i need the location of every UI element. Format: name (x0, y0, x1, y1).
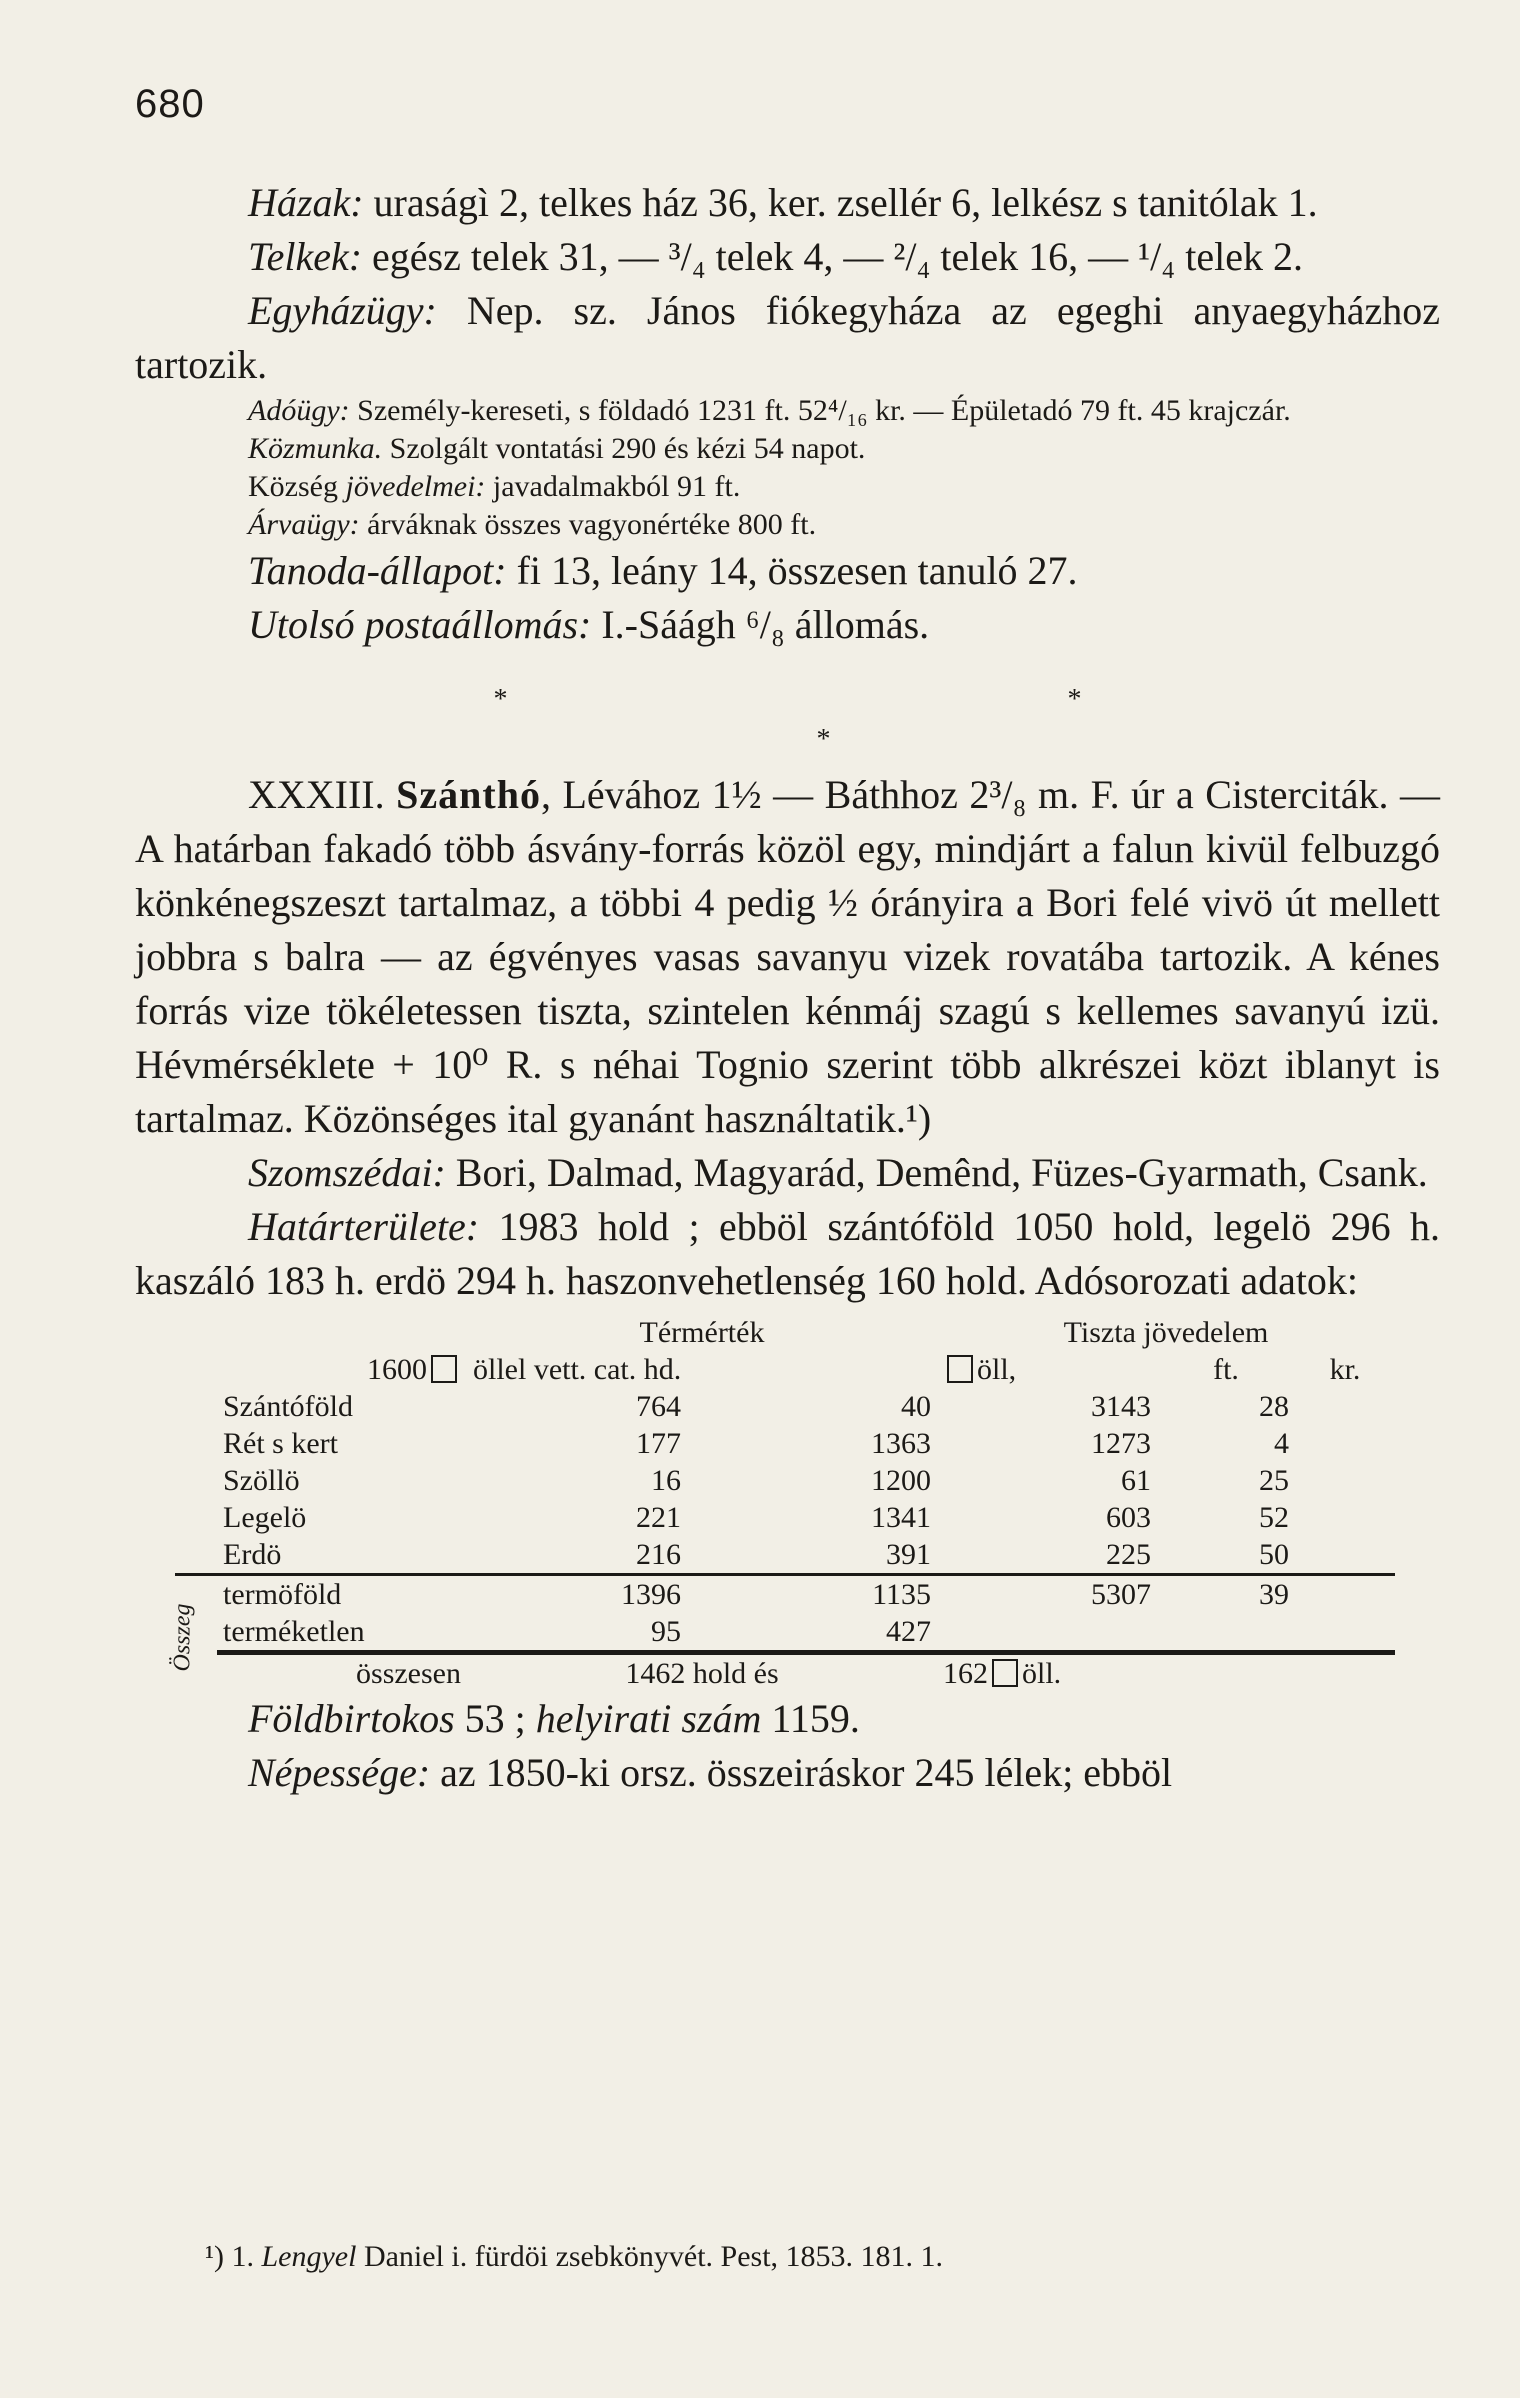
subtotal-row (175, 1613, 1395, 1653)
hatar-label: Határterülete: (248, 1204, 480, 1249)
square-symbol (947, 1355, 973, 1383)
row-kr: 4 (1274, 1427, 1289, 1460)
subtotal-row (175, 1575, 1395, 1614)
nepesseg-line (135, 1746, 1440, 1800)
posta-label: Utolsó postaállomás: (248, 602, 592, 647)
header-1600: 1600 (367, 1353, 427, 1386)
kozseg-text: javadalmakból 91 ft. (485, 470, 741, 503)
footnote-text-a: 1. (223, 2240, 262, 2273)
szomszed-text: Bori, Dalmad, Magyarád, Demênd, Füzes-Gyarmath, Csank. (445, 1150, 1428, 1195)
szomszed-line (135, 1146, 1440, 1200)
sub-oll: 427 (687, 1613, 937, 1653)
tanoda-label: Tanoda-állapot: (248, 548, 507, 593)
row-name: Legelö (223, 1501, 307, 1534)
telkek-text: egész telek 31, — ³/₄ telek 4, — ²/₄ telek 16, — ¹/₄ telek 2. (362, 234, 1303, 279)
row-name: Erdö (223, 1538, 282, 1571)
page-body (135, 176, 1440, 1800)
table-row (175, 1425, 1395, 1462)
row-oll: 1363 (871, 1427, 931, 1460)
tanoda-text: fi 13, leány 14, összesen tanuló 27. (506, 548, 1078, 593)
row-kr: 52 (1259, 1501, 1289, 1534)
footnote-text-b: Daniel i. fürdöi zsebkönyvét. Pest, 1853. 181. 1. (356, 2240, 944, 2273)
kozmunka-line (135, 430, 1440, 468)
square-symbol (992, 1659, 1018, 1687)
egyhaz-line (135, 284, 1440, 392)
hatar-text: 1983 hold ; ebböl szántóföld 1050 hold, legelö 296 h. kaszáló 183 h. erdö 294 h. haszonvehetlenség 160 hold. Adósorozati adatok: (135, 1204, 1440, 1303)
star-left: * (493, 684, 508, 715)
header-ollel: öllel vett. cat. hd. (473, 1353, 682, 1386)
ado-label: Adóügy: (248, 394, 350, 427)
total-row (175, 1653, 1395, 1693)
row-hd: 764 (636, 1390, 681, 1423)
row-hd: 16 (651, 1464, 681, 1497)
hazak-label: Házak: (248, 180, 364, 225)
row-oll: 1200 (871, 1464, 931, 1497)
land-table (169, 1314, 1395, 1692)
row-kr: 25 (1259, 1464, 1289, 1497)
foldbirtokos-line (135, 1692, 1440, 1746)
sub-name: terméketlen (217, 1613, 467, 1653)
total-hd: 1462 hold és (625, 1657, 779, 1690)
kozseg-line (135, 468, 1440, 506)
section-divider (135, 680, 1440, 760)
telkek-line (135, 230, 1440, 284)
row-name: Szöllö (223, 1464, 300, 1497)
footnote-author: Lengyel (261, 2240, 357, 2273)
row-ft: 1273 (1091, 1427, 1151, 1460)
hazak-line (135, 176, 1440, 230)
posta-text: I.-Sáágh ⁶/₈ állomás. (591, 602, 930, 647)
sub-hd: 95 (467, 1613, 687, 1653)
table-row (175, 1499, 1395, 1536)
row-ft: 225 (1106, 1538, 1151, 1571)
table-header-row-1 (175, 1314, 1395, 1351)
header-oll: öll, (977, 1353, 1017, 1386)
table-row (175, 1388, 1395, 1425)
kozmunka-label: Közmunka. (248, 432, 383, 465)
star-right: * (1067, 684, 1082, 715)
sub-kr: 39 (1157, 1575, 1295, 1614)
entry-text: , Lévához 1½ — Báthhoz 2³/₈ m. F. úr a Cisterciták. — A határban fakadó több ásvány-forrás közöl egy, mindjárt a falun kivül felbuzgó könkénegszeszt tartalmaz, a többi 4 pedig ½ órányira a Bori felé vivö út mellett jobbra s balra — az égvényes vasas savanyu vizek rovatába tartozik. A kénes forrás vize tökéletessen tiszta, szintelen kénmáj szagú s kellemes savanyú izü. Hévmérséklete + 10⁰ R. s néhai Tognio szerint több alkrészei közt iblanyt is tartalmaz. Közönséges ital gyanánt használtatik.¹) (135, 772, 1440, 1141)
total-unit: öll. (1022, 1657, 1062, 1690)
row-ft: 3143 (1091, 1390, 1151, 1423)
helyirati-value: 1159. (761, 1696, 860, 1741)
entry-paragraph (135, 768, 1440, 1146)
brace-label: Összeg (169, 1602, 196, 1672)
row-ft: 603 (1106, 1501, 1151, 1534)
row-kr: 28 (1259, 1390, 1289, 1423)
row-oll: 1341 (871, 1501, 931, 1534)
page-number: 680 (135, 82, 205, 126)
row-ft: 61 (1121, 1464, 1151, 1497)
table-row (175, 1462, 1395, 1499)
header-tiszta: Tiszta jövedelem (1063, 1316, 1269, 1349)
square-symbol (431, 1355, 457, 1383)
arva-line (135, 506, 1440, 544)
row-oll: 40 (901, 1390, 931, 1423)
tanoda-line (135, 544, 1440, 598)
entry-number: XXXIII. (248, 772, 397, 817)
arva-text: árváknak összes vagyonértéke 800 ft. (359, 508, 817, 541)
row-hd: 221 (636, 1501, 681, 1534)
kozmunka-text: Szolgált vontatási 290 és kézi 54 napot. (382, 432, 866, 465)
header-termertek: Térmérték (639, 1316, 765, 1349)
kozseg-prefix: Község (248, 470, 346, 503)
row-hd: 216 (636, 1538, 681, 1571)
arva-label: Árvaügy: (248, 508, 360, 541)
row-name: Szántóföld (223, 1390, 353, 1423)
szomszed-label: Szomszédai: (248, 1150, 446, 1195)
telkek-label: Telkek: (248, 234, 363, 279)
helyirati-label: helyirati szám (535, 1696, 762, 1741)
sub-oll: 1135 (687, 1575, 937, 1614)
kozseg-label: jövedelmei: (345, 470, 486, 503)
hatar-line (135, 1200, 1440, 1308)
posta-line (135, 598, 1440, 652)
sub-hd: 1396 (467, 1575, 687, 1614)
egyhaz-text: Nep. sz. János fiókegyháza az egeghi anyaegyházhoz tartozik. (135, 288, 1440, 387)
star-bottom: * (816, 724, 831, 755)
sub-ft: 5307 (937, 1575, 1157, 1614)
footnote-mark: ¹) (205, 2240, 224, 2273)
row-kr: 50 (1259, 1538, 1289, 1571)
total-oll: 162 (943, 1657, 988, 1690)
foldbirt-label: Földbirtokos (248, 1696, 455, 1741)
entry-name: Szánthó (396, 772, 541, 817)
table-row (175, 1536, 1395, 1575)
nepesseg-label: Népessége: (248, 1750, 431, 1795)
row-oll: 391 (886, 1538, 931, 1571)
ado-text: Személy-kereseti, s földadó 1231 ft. 52⁴/₁₆ kr. — Épületadó 79 ft. 45 krajczár. (349, 394, 1291, 427)
row-name: Rét s kert (223, 1427, 338, 1460)
table-header-row-2 (175, 1351, 1395, 1388)
header-ft: ft. (1213, 1353, 1239, 1386)
hazak-text: uraságì 2, telkes ház 36, ker. zsellér 6, lelkész s tanitólak 1. (363, 180, 1318, 225)
ado-line (135, 392, 1440, 430)
total-label: összesen (356, 1657, 461, 1690)
egyhaz-label: Egyházügy: (248, 288, 437, 333)
row-hd: 177 (636, 1427, 681, 1460)
footnote (205, 2240, 943, 2274)
foldbirt-value: 53 ; (454, 1696, 536, 1741)
sub-name: termöföld (217, 1575, 467, 1614)
header-kr: kr. (1329, 1353, 1361, 1386)
nepesseg-text: az 1850-ki orsz. összeiráskor 245 lélek; ebböl (430, 1750, 1173, 1795)
